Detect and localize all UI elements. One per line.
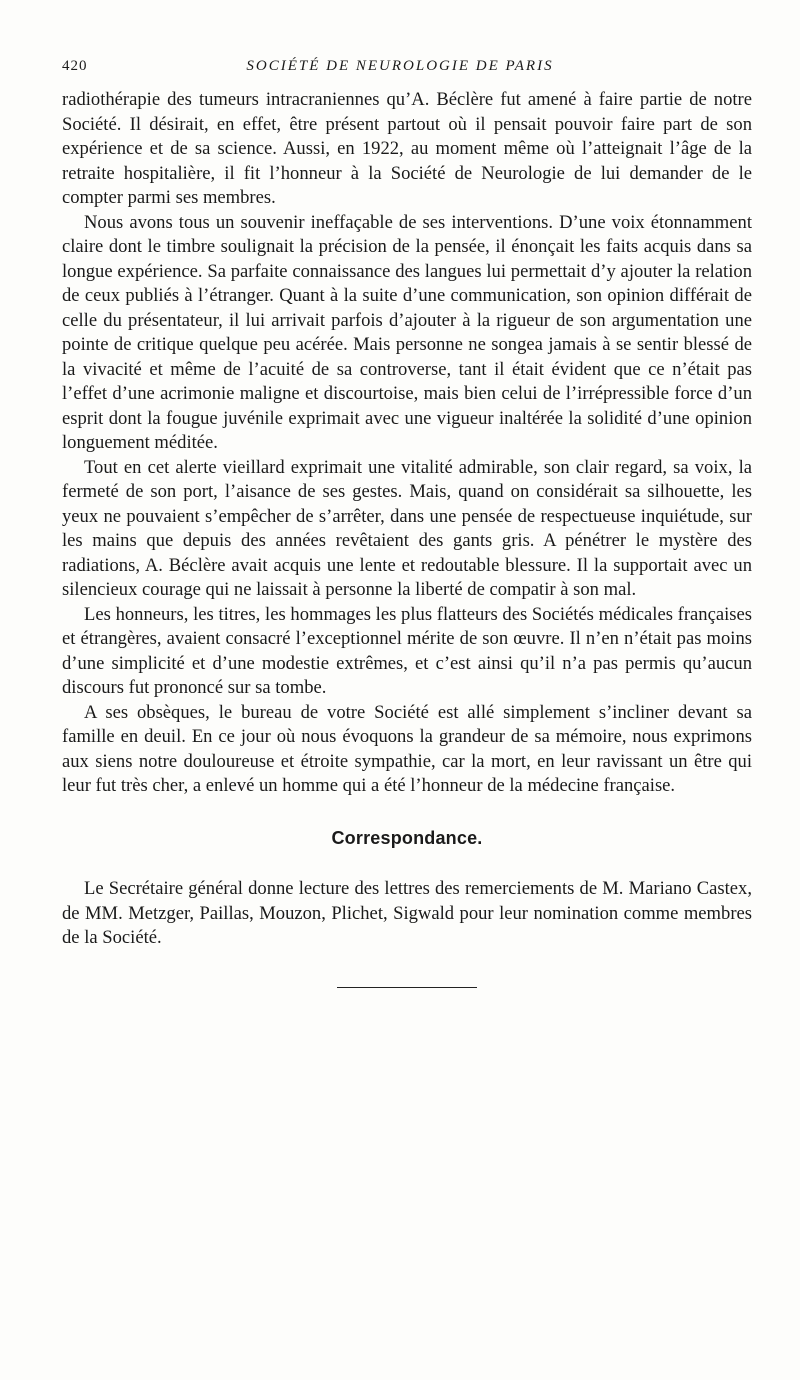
correspondance-paragraph: Le Secrétaire général donne lecture des lettres des remerciements de M. Mariano Castex, de MM. Metzger, Paillas, Mouzon, Plichet, Sigwald pour leur nomination comme membres de la Société.: [62, 878, 752, 948]
paragraph-1: radiothérapie des tumeurs intracraniennes qu’A. Béclère fut amené à faire partie de notre Société. Il désirait, en effet, être présent partout où il pensait pouvoir faire part de son expérience et de sa science. Aussi, en 1922, au moment même où l’atteignait l’âge de la retraite hospitalière, il fit l’honneur à la Société de Neurologie de lui demander de le compter parmi ses membres.: [62, 89, 752, 208]
closing-rule: [337, 987, 477, 988]
article-body: [62, 88, 752, 988]
paragraph-5: A ses obsèques, le bureau de votre Société est allé simplement s’incliner devant sa famille en deuil. En ce jour où nous évoquons la grandeur de sa mémoire, nous exprimons aux siens notre douloureuse et étroite sympathie, car la mort, en leur ravissant un être qui leur fut très cher, a enlevé un homme qui a été l’honneur de la médecine française.: [62, 701, 752, 796]
paragraph-4: Les honneurs, les titres, les hommages les plus flatteurs des Sociétés médicales françaises et étrangères, avaient consacré l’exceptionnel mérite de son œuvre. Il n’en n’était pas moins d’une simplicité et d’une modestie extrêmes, et c’est ainsi qu’il n’a pas permis qu’aucun discours fut prononcé sur sa tombe.: [62, 603, 752, 698]
section-heading-correspondance: Correspondance.: [331, 827, 483, 848]
running-header: [62, 58, 738, 82]
paragraph-3: Tout en cet alerte vieillard exprimait une vitalité admirable, son clair regard, sa voix, la fermeté de son port, l’aisance de ses gestes. Mais, quand on considérait sa silhouette, les yeux ne pouvaient s’empêcher de s’arrêter, dans une pensée de respectueuse inquiétude, sur les mains que depuis des années revêtaient des gants gris. A pénétrer le mystère des radiations, A. Béclère avait acquis une lente et redoutable blessure. Il la supportait avec un silencieux courage qui ne laissait à personne la liberté de compatir à son mal.: [62, 456, 752, 600]
page-number: 420: [62, 58, 88, 74]
paragraph-2: Nous avons tous un souvenir ineffaçable de ses interventions. D’une voix étonnamment claire dont le timbre soulignait la précision de la pensée, il énonçait les faits acquis dans sa longue expérience. Sa parfaite connaissance des langues lui permettait d’y ajouter la relation de ceux publiés à l’étranger. Quant à la suite d’une communication, son opinion différait de celle du présentateur, il lui arrivait parfois d’ajouter à la rigueur de son argumentation une pointe de critique quelque peu acérée. Mais personne ne songea jamais à se sentir blessé de la vivacité et même de l’acuité de sa controverse, tant il était évident que ce n’était pas l’effet d’une acrimonie maligne et discourtoise, mais bien celui de l’irrépressible force d’un esprit dont la fougue juvénile exprimait avec une vigueur inaltérée la solidité d’une opinion longuement méditée.: [62, 211, 752, 453]
journal-title: SOCIÉTÉ DE NEUROLOGIE DE PARIS: [246, 58, 554, 74]
